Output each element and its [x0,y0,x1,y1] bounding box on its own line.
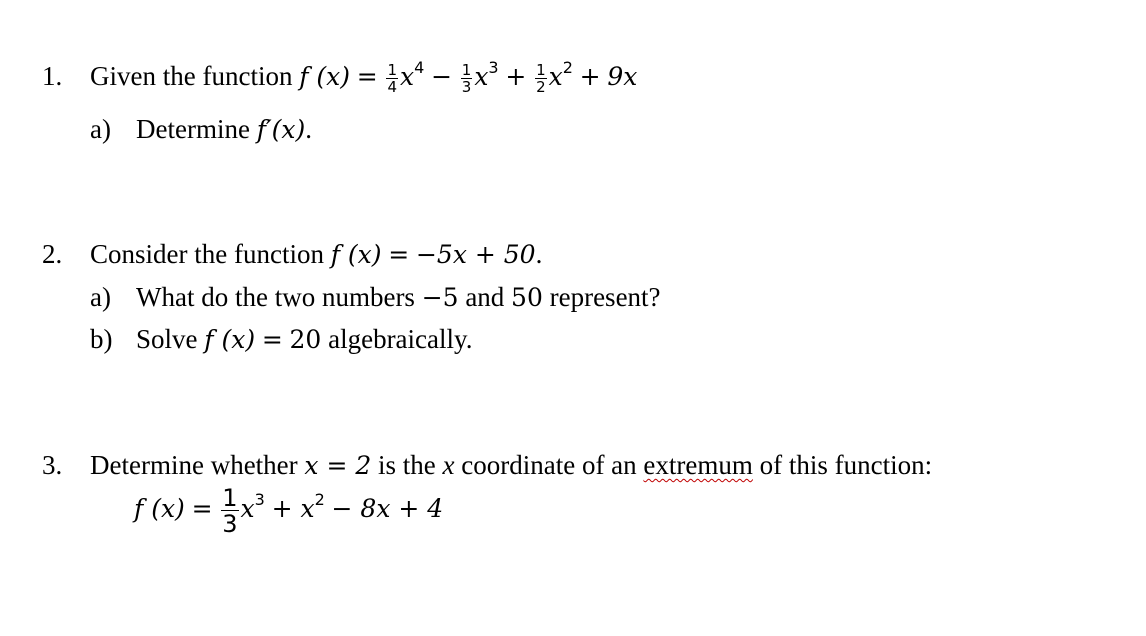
part-a-label: a) [90,282,111,312]
part-a-label: a) [90,114,111,144]
part-b-text: Solve [136,324,198,354]
term-x2: $x^2$ [548,58,573,92]
question-3-line [42,452,932,479]
term-rest: − 8x + 4 [331,494,444,524]
function-f-label: f (x) [330,240,382,269]
question-2-line [42,241,542,268]
term-x3: $x^3$ [474,58,499,92]
question-3-text: coordinate of an [461,450,637,480]
equals-sign: = [388,240,410,269]
fraction-one-half: $\frac{1}{2}$ [536,61,546,96]
derivative-expression: f′(x) [256,115,306,144]
equals-sign: = [261,325,283,354]
equals-sign: = [191,494,213,524]
number-minus-five: −5 [421,283,459,312]
term-x4: $x^4$ [400,58,425,92]
question-3-text: is the [378,450,436,480]
fraction-one-third: $\frac{1}{3}$ [461,61,472,96]
question-3-number: 3. [42,450,63,480]
value-twenty: 20 [289,325,322,354]
term-x3: $x^3$ [240,490,265,524]
part-a-text: Determine [136,114,250,144]
question-3-text: of this function: [759,450,933,480]
minus-sign: − [431,62,453,92]
question-3-text: Determine whether [90,450,298,480]
fraction-one-third: $\frac{1}{3}$ [222,484,238,538]
period: . [535,239,543,269]
period: . [305,114,312,144]
question-1-number: 1. [42,61,63,92]
linear-expression: −5x + 50 [415,240,536,269]
plus-sign: + [579,62,601,92]
question-2b-line [90,326,473,353]
function-f-label: f (x) [204,325,256,354]
question-1-intro: Given the function [90,61,293,92]
and-word: and [465,282,505,312]
equals-sign: = [356,62,378,92]
x-equals-two: x = 2 [304,451,372,480]
question-1-line [42,58,638,96]
part-b-text-end: algebraically. [328,324,473,354]
question-2-number: 2. [42,239,63,269]
part-a-text: What do the two numbers [136,282,415,312]
question-2-intro: Consider the function [90,239,324,269]
question-2a-line [90,284,661,311]
function-f-label: f (x) [134,494,185,524]
term-9x: 9x [607,62,638,92]
spellcheck-word-extremum: extremum [643,450,753,480]
function-f-label: f (x) [299,62,351,92]
part-b-label: b) [90,324,113,354]
x-variable: x [442,450,455,480]
number-fifty: 50 [511,283,543,312]
question-3-function-line [134,486,443,536]
part-a-text-end: represent? [549,282,661,312]
fraction-one-quarter: $\frac{1}{4}$ [387,61,398,96]
plus-sign: + [505,62,527,92]
term-plus-x2: + $x^2$ [271,490,325,524]
question-1a-line [90,116,312,143]
